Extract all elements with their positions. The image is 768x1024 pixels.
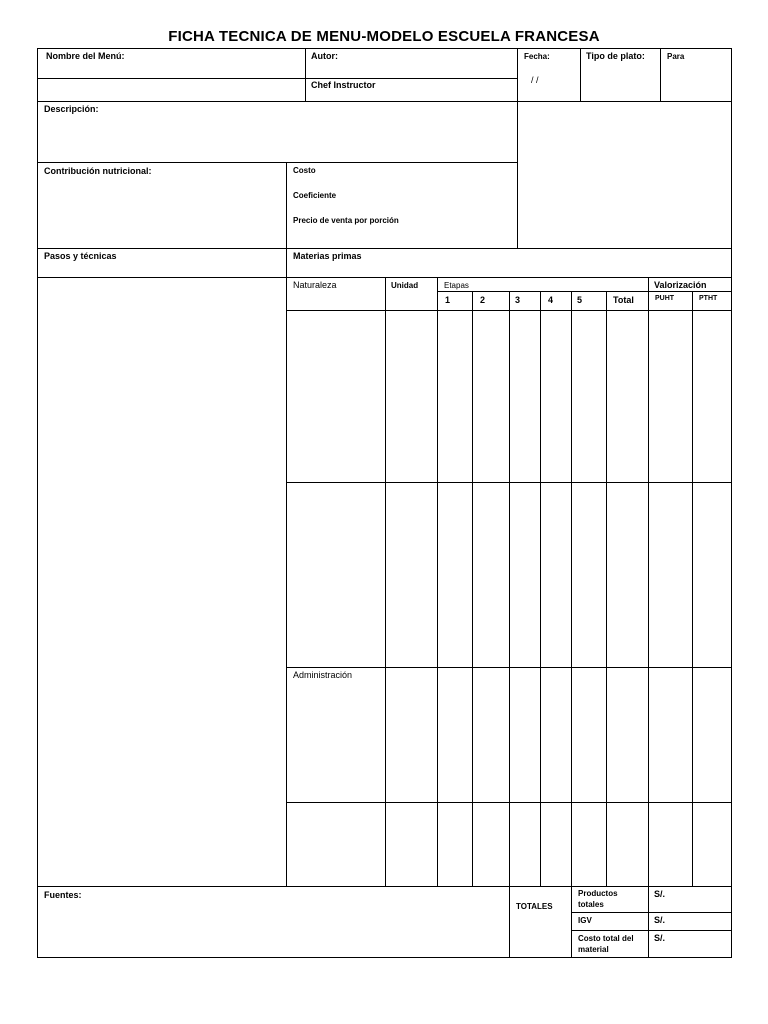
divider-stage-1-2 (472, 291, 473, 887)
chef-instructor-label: Chef Instructor (311, 80, 376, 90)
divider-stage-2-3 (509, 291, 510, 958)
ptht-column-header: PTHT (699, 295, 718, 302)
divider-description-bottom (37, 162, 518, 163)
divider-nutrition-cost (286, 162, 287, 249)
table-border-top (37, 48, 732, 49)
stage-2-header: 2 (480, 295, 486, 305)
date-value: / / (531, 75, 539, 85)
divider-totals-row-1 (571, 912, 732, 913)
puht-column-header: PUHT (655, 295, 675, 302)
nutrition-label: Contribución nutricional: (44, 166, 152, 176)
divider-name-row (37, 78, 518, 79)
date-label: Fecha: (524, 52, 550, 61)
divider-type-for (660, 48, 661, 102)
valuation-column-header: Valorización (654, 280, 707, 290)
menu-name-label: Nombre del Menú: (46, 51, 125, 61)
divider-stage-4-5 (571, 291, 572, 958)
stage-1-header: 1 (445, 295, 451, 305)
sources-label: Fuentes: (44, 890, 82, 900)
totals-label: TOTALES (516, 902, 553, 911)
divider-stage-5-total (606, 291, 607, 887)
coefficient-label: Coeficiente (293, 191, 337, 200)
page-title: FICHA TECNICA DE MENU-MODELO ESCUELA FRANCESA (168, 28, 600, 45)
divider-puht-ptht (692, 291, 693, 887)
divider-stage-numbers-top (437, 291, 732, 292)
material-total-cost-value: S/. (654, 933, 666, 943)
cost-label: Costo (293, 166, 316, 175)
for-label: Para (667, 52, 685, 61)
stage-3-header: 3 (515, 295, 521, 305)
total-products-label: Productos totales (578, 889, 618, 909)
stage-4-header: 4 (548, 295, 554, 305)
description-label: Descripción: (44, 104, 99, 114)
stage-5-header: 5 (577, 295, 583, 305)
igv-value: S/. (654, 915, 666, 925)
divider-stage-3-4 (540, 291, 541, 887)
divider-author-date (517, 48, 518, 249)
divider-nature-unit (385, 277, 386, 887)
steps-label: Pasos y técnicas (44, 251, 117, 261)
divider-name-author (305, 48, 306, 102)
divider-unit-stages (437, 277, 438, 887)
dish-type-label: Tipo de plato: (586, 51, 645, 61)
author-label: Autor: (311, 51, 338, 61)
table-border-right (731, 48, 732, 958)
table-border-left (37, 48, 38, 958)
igv-label: IGV (578, 916, 592, 925)
table-border-bottom (37, 957, 732, 958)
divider-totals-row-2 (571, 930, 732, 931)
divider-steps-materials (286, 248, 287, 887)
nature-column-header: Naturaleza (293, 280, 337, 290)
administration-label: Administración (293, 670, 353, 680)
material-total-cost-label: Costo total del material (578, 934, 634, 954)
total-column-header: Total (613, 295, 634, 305)
unit-column-header: Unidad (391, 281, 419, 290)
stages-column-header: Etapas (444, 281, 469, 290)
sale-price-label: Precio de venta por porción (293, 216, 399, 225)
total-products-value: S/. (654, 889, 666, 899)
divider-total-valuation (648, 277, 649, 958)
divider-nutrition-bottom (37, 248, 732, 249)
divider-header-bottom (37, 101, 732, 102)
materials-label: Materias primas (293, 251, 362, 261)
divider-date-type (580, 48, 581, 102)
